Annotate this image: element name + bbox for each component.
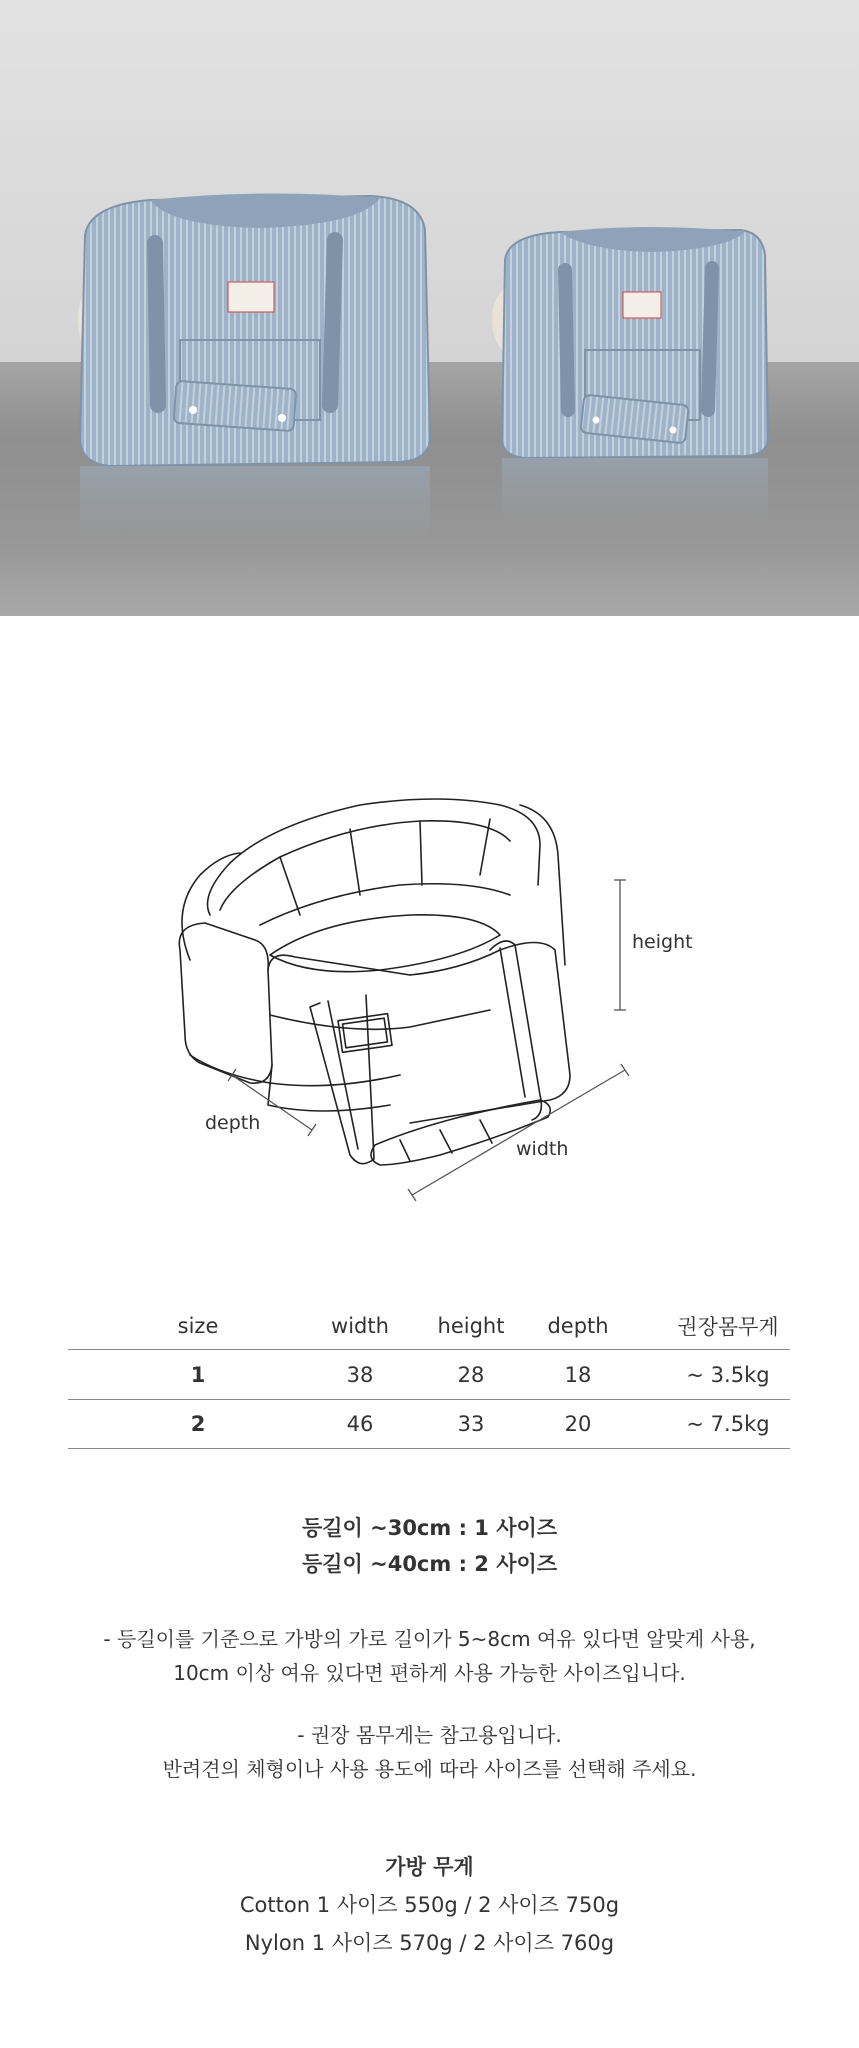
weight-note xyxy=(0,1718,859,1786)
note-line: 10cm 이상 여유 있다면 편하게 사용 가능한 사이즈입니다. xyxy=(173,1661,686,1685)
note-line: - 권장 몸무게는 참고용입니다. xyxy=(297,1723,562,1747)
height-label: height xyxy=(632,931,693,953)
small-bag xyxy=(492,227,768,518)
table-header: 권장몸무게 xyxy=(677,1315,779,1339)
note-line: 반려견의 체형이나 사용 용도에 따라 사이즈를 선택해 주세요. xyxy=(162,1757,697,1781)
table-cell: 38 xyxy=(346,1362,374,1387)
bag-weight-cotton: Cotton 1 사이즈 550g / 2 사이즈 750g xyxy=(239,1893,620,1917)
large-bag xyxy=(78,193,430,536)
product-photo xyxy=(0,0,859,616)
table-cell: 18 xyxy=(564,1362,592,1387)
fit-guide-size-1: 등길이 ~30cm : 1 사이즈 xyxy=(301,1516,558,1540)
table-cell: 20 xyxy=(564,1412,592,1436)
table-cell: 28 xyxy=(457,1362,485,1387)
table-row xyxy=(68,1349,790,1399)
table-cell: 33 xyxy=(457,1412,485,1436)
bag-weight xyxy=(0,1848,859,1962)
bag-dimension-diagram xyxy=(160,745,693,1205)
size-table xyxy=(68,1303,790,1449)
table-cell: ~ 7.5kg xyxy=(686,1412,770,1436)
table-header-row xyxy=(68,1303,790,1349)
table-cell-size: 2 xyxy=(190,1412,206,1436)
table-header: size xyxy=(177,1314,219,1338)
note-line: - 등길이를 기준으로 가방의 가로 길이가 5~8cm 여유 있다면 알맞게 사용, xyxy=(103,1627,756,1651)
bag-weight-title: 가방 무게 xyxy=(385,1855,474,1879)
fit-guide xyxy=(0,1510,859,1582)
width-dimension-line xyxy=(408,1064,629,1201)
bag-weight-nylon: Nylon 1 사이즈 570g / 2 사이즈 760g xyxy=(244,1931,615,1955)
bag-photo-illustration xyxy=(0,0,859,616)
table-header: depth xyxy=(547,1314,609,1338)
sizing-note xyxy=(0,1622,859,1690)
height-dimension-line xyxy=(614,880,626,1010)
table-header: width xyxy=(331,1314,389,1338)
width-label: width xyxy=(516,1138,569,1160)
dimension-lines xyxy=(160,745,680,1205)
table-cell: 46 xyxy=(346,1412,374,1436)
depth-label: depth xyxy=(205,1112,261,1134)
table-cell-size: 1 xyxy=(190,1362,206,1387)
table-row xyxy=(68,1399,790,1449)
table-header: height xyxy=(437,1314,505,1338)
fit-guide-size-2: 등길이 ~40cm : 2 사이즈 xyxy=(301,1552,558,1576)
table-cell: ~ 3.5kg xyxy=(686,1362,770,1387)
